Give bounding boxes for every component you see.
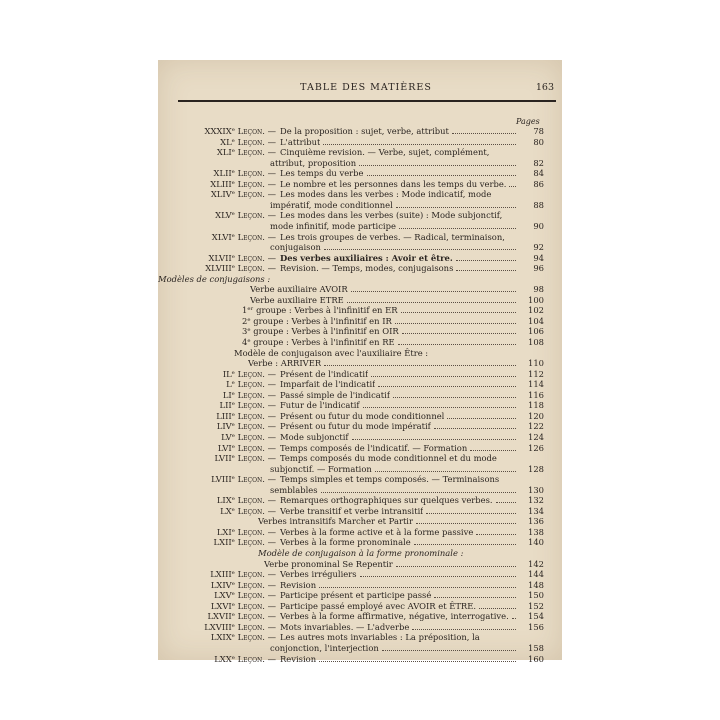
page-ref: 78 [533,126,544,136]
leader-dots [496,495,516,506]
page-ref: 106 [528,326,544,337]
entry-text: Cinquième revision. — Verbe, sujet, complément, [280,147,490,158]
entry-text: Temps simples et temps composés. — Terminaisons [280,474,500,485]
toc-entry [158,559,562,570]
leader-dots [360,569,516,580]
entry-text: Verbe auxiliaire AVOIR [250,284,348,295]
toc-entry [158,179,562,190]
toc-entry [158,274,562,285]
leader-dots [378,379,516,390]
toc-entry [158,263,562,274]
toc-entry [158,379,562,390]
leader-dots [347,295,516,306]
leader-dots [401,305,516,316]
page-ref: 136 [528,516,544,527]
toc-entry [158,421,562,432]
page-title: TABLE DES MATIÈRES [300,82,432,93]
toc-entry [158,295,562,306]
leader-dots [382,643,516,654]
entry-text: Temps composés du mode conditionnel et du mode [280,453,497,464]
entry-text: conjugaison [270,242,321,253]
toc-entry [158,126,562,137]
toc-entry [158,464,562,475]
page-ref: 88 [533,199,544,210]
lesson-label: XLVIᵉ Leçon. — [211,231,276,242]
entry-text: Verbes à la forme affirmative, négative, interrogative. [280,611,509,622]
toc-entry [158,200,562,211]
page-ref: 86 [533,178,544,189]
leader-dots [434,421,516,432]
page-ref: 94 [533,252,544,263]
leader-dots [434,590,516,601]
page-ref: 84 [533,168,544,179]
leader-dots [414,537,516,548]
entry-text: 3ᵉ groupe : Verbes à l'infinitif en OIR [242,326,399,337]
leader-dots [476,527,516,538]
leader-dots [456,253,516,264]
page-ref: 128 [528,463,544,474]
lesson-label: LXIᵉ Leçon. — [216,526,276,537]
page-ref: 100 [528,294,544,305]
lesson-label: LIᵉ Leçon. — [222,389,276,400]
toc-entry [158,168,562,179]
lesson-label: LXXᵉ Leçon. — [214,653,276,664]
toc-entry [158,348,562,359]
leader-dots [426,506,516,517]
toc-entry [158,369,562,380]
lesson-label: LXVIIIᵉ Leçon. — [204,621,276,632]
lesson-label: LIIIᵉ Leçon. — [216,410,276,421]
entry-text: Temps composés de l'indicatif. — Formation [280,442,468,453]
entry-text: Participe passé employé avec AVOIR et ÊTRE. [280,600,477,611]
toc-entry [158,326,562,337]
lesson-label: LXIIIᵉ Leçon. — [210,569,276,580]
leader-dots [412,622,516,633]
page-ref: 118 [528,400,544,411]
toc-entry [158,147,562,158]
lesson-label: LIIᵉ Leçon. — [219,400,276,411]
leader-dots [509,179,516,190]
toc-entry [158,527,562,538]
page-ref: 148 [528,579,544,590]
lesson-label: XLIVᵉ Leçon. — [210,189,276,200]
entry-text: Verbe auxiliaire ETRE [250,294,344,305]
page-ref: 154 [528,611,544,622]
lesson-label: LIVᵉ Leçon. — [216,421,276,432]
toc-entry [158,221,562,232]
entry-text: L'attribut [280,136,321,147]
leader-dots [371,369,516,380]
toc-entry [158,337,562,348]
page-ref: 134 [528,505,544,516]
leader-dots [395,316,516,327]
toc-entry [158,253,562,264]
toc-entry [158,242,562,253]
toc-entry [158,443,562,454]
lesson-label: LXVIIᵉ Leçon. — [207,611,276,622]
entry-text: Modèle de conjugaison à la forme pronominale : [258,548,464,558]
page-ref: 98 [533,284,544,295]
lesson-label: XLᵉ Leçon. — [220,136,276,147]
toc-entry [158,210,562,221]
entry-text: Passé simple de l'indicatif [280,389,390,400]
entry-text: Présent de l'indicatif [280,368,369,379]
entry-text: Revision. — Temps, modes, conjugaisons [280,263,454,274]
page-ref: 102 [528,305,544,316]
toc-entry [158,495,562,506]
entry-text: Les autres mots invariables : La préposition, la [280,632,480,643]
toc-entry [158,506,562,517]
toc-entry [158,548,562,559]
leader-dots [447,411,516,422]
leader-dots [398,337,516,348]
leader-dots [393,390,516,401]
page-ref: 116 [528,389,544,400]
leader-dots [319,654,516,665]
leader-dots [352,432,516,443]
lesson-label: LXIIᵉ Leçon. — [213,537,276,548]
lesson-label: LXVᵉ Leçon. — [214,590,276,601]
leader-dots [399,221,516,232]
entry-text: Modèles de conjugaisons : [158,273,271,284]
entry-text: De la proposition : sujet, verbe, attribut [280,126,449,136]
page-ref: 142 [528,558,544,569]
page-ref: 82 [533,157,544,168]
table-of-contents [158,60,562,664]
lesson-label: XLIIᵉ Leçon. — [213,168,276,179]
lesson-label: LXᵉ Leçon. — [220,505,276,516]
leader-dots [363,400,516,411]
entry-text: Présent ou futur du mode conditionnel [280,410,445,421]
entry-text: Verbe pronominal Se Repentir [264,558,393,569]
entry-text: mode infinitif, mode participe [270,220,396,231]
toc-entry [158,516,562,527]
lesson-label: LXIXᵉ Leçon. — [210,632,276,643]
entry-text: 4ᵉ groupe : Verbes à l'infinitif en RE [242,337,395,347]
book-page [158,60,562,664]
leader-dots [396,559,516,570]
leader-dots [452,126,516,137]
lesson-label: XLVIIIᵉ Leçon. — [205,263,276,274]
entry-text: Revision [280,579,317,590]
page-number: 163 [535,82,554,93]
page-ref: 152 [528,600,544,611]
page-ref: 138 [528,526,544,537]
lesson-label: LXIVᵉ Leçon. — [210,579,276,590]
leader-dots [367,168,517,179]
toc-entry [158,432,562,443]
page-ref: 130 [528,484,544,495]
lesson-label: LVIIIᵉ Leçon. — [211,474,276,485]
toc-entry [158,137,562,148]
page-ref: 132 [528,495,544,506]
toc-entry [158,474,562,485]
entry-text: Participe présent et participe passé [280,590,432,601]
entry-text: Verbes à la forme active et à la forme passive [280,526,474,537]
page-ref: 158 [528,642,544,653]
lesson-label: XLIIIᵉ Leçon. — [210,178,276,189]
toc-entry [158,611,562,622]
entry-text: Futur de l'indicatif [280,400,360,411]
lesson-label: XLVᵉ Leçon. — [215,210,276,221]
toc-entry [158,390,562,401]
leader-dots [359,158,516,169]
page-ref: 92 [533,242,544,253]
leader-dots [416,516,516,527]
toc-entry [158,643,562,654]
toc-entry [158,158,562,169]
lesson-label: XXXIXᵉ Leçon. — [204,126,276,136]
entry-text: Les temps du verbe [280,168,364,179]
toc-entry [158,601,562,612]
leader-dots [479,601,516,612]
lesson-label: LXVIᵉ Leçon. — [210,600,276,611]
lesson-label: XLVIIᵉ Leçon. — [208,252,276,263]
toc-entry [158,590,562,601]
leader-dots [321,485,516,496]
leader-dots [324,242,516,253]
entry-text: Les modes dans les verbes : Mode indicatif, mode [280,189,492,200]
entry-text: impératif, mode conditionnel [270,199,393,210]
leader-dots [323,137,516,148]
entry-text: Les modes dans les verbes (suite) : Mode subjonctif, [280,210,503,221]
entry-text: Verbes irréguliers [280,569,357,580]
page-ref: 110 [528,358,544,369]
toc-entry [158,232,562,243]
page-ref: 96 [533,263,544,274]
toc-entry [158,580,562,591]
page-ref: 114 [528,379,544,390]
entry-text: Remarques orthographiques sur quelques verbes. [280,495,493,506]
page-ref: 112 [528,368,544,379]
toc-entry [158,189,562,200]
entry-text: conjonction, l'interjection [270,642,379,653]
entry-text: Verbe transitif et verbe intransitif [280,505,424,516]
toc-entry [158,358,562,369]
lesson-label: LIXᵉ Leçon. — [216,495,276,506]
entry-text: 1ᵉʳ groupe : Verbes à l'infinitif en ER [242,305,398,316]
leader-dots [396,200,516,211]
entry-text: Mode subjonctif [280,431,349,442]
toc-entry [158,316,562,327]
toc-entry [158,654,562,665]
entry-text: semblables [270,484,318,495]
entry-text: Verbes intransitifs Marcher et Partir [258,516,413,527]
page-ref: 140 [528,537,544,548]
toc-entry [158,411,562,422]
lesson-label: LVIᵉ Leçon. — [217,442,276,453]
entry-text: Des verbes auxiliaires : Avoir et être. [280,252,453,263]
toc-entry [158,284,562,295]
page-ref: 90 [533,220,544,231]
entry-text: Les trois groupes de verbes. — Radical, terminaison, [280,231,505,242]
entry-text: Mots invariables. — L'adverbe [280,621,410,632]
page-ref: 80 [533,136,544,147]
lesson-label: LVᵉ Leçon. — [221,431,276,442]
leader-dots [402,326,516,337]
page-ref: 104 [528,315,544,326]
page-ref: 126 [528,442,544,453]
page-ref: 144 [528,569,544,580]
lesson-label: XLIᵉ Leçon. — [216,147,276,158]
page-ref: 122 [528,421,544,432]
page-ref: 160 [528,653,544,664]
entry-text: subjonctif. — Formation [270,463,372,474]
pages-column-label: Pages [516,117,540,126]
lesson-label: ILᵉ Leçon. — [222,368,276,379]
page-ref: 120 [528,410,544,421]
entry-text: Présent ou futur du mode impératif [280,421,431,432]
page-ref: 108 [528,337,544,347]
page-ref: 150 [528,590,544,601]
page-ref: 124 [528,431,544,442]
toc-entry [158,305,562,316]
lesson-label: LVIIᵉ Leçon. — [214,453,276,464]
entry-text: Verbe : ARRIVER [248,358,322,369]
toc-entry [158,622,562,633]
entry-text: Modèle de conjugaison avec l'auxiliaire Être : [234,347,429,358]
entry-text: Revision [280,653,317,664]
leader-dots [456,263,516,274]
leader-dots [512,611,516,622]
toc-entry [158,537,562,548]
toc-entry [158,632,562,643]
entry-text: Le nombre et les personnes dans les temps du verbe. [280,178,507,189]
leader-dots [351,284,516,295]
leader-dots [375,464,516,475]
entry-text: attribut, proposition [270,157,357,168]
lesson-label: Lᵉ Leçon. — [226,379,276,390]
toc-entry [158,400,562,411]
entry-text: Imparfait de l'indicatif [280,379,376,390]
page-ref: 156 [528,621,544,632]
toc-entry [158,485,562,496]
leader-dots [470,443,516,454]
leader-dots [324,358,516,369]
toc-entry [158,453,562,464]
entry-text: Verbes à la forme pronominale [280,537,411,548]
toc-entry [158,569,562,580]
leader-dots [319,580,516,591]
entry-text: 2ᵉ groupe : Verbes à l'infinitif en IR [242,315,392,326]
